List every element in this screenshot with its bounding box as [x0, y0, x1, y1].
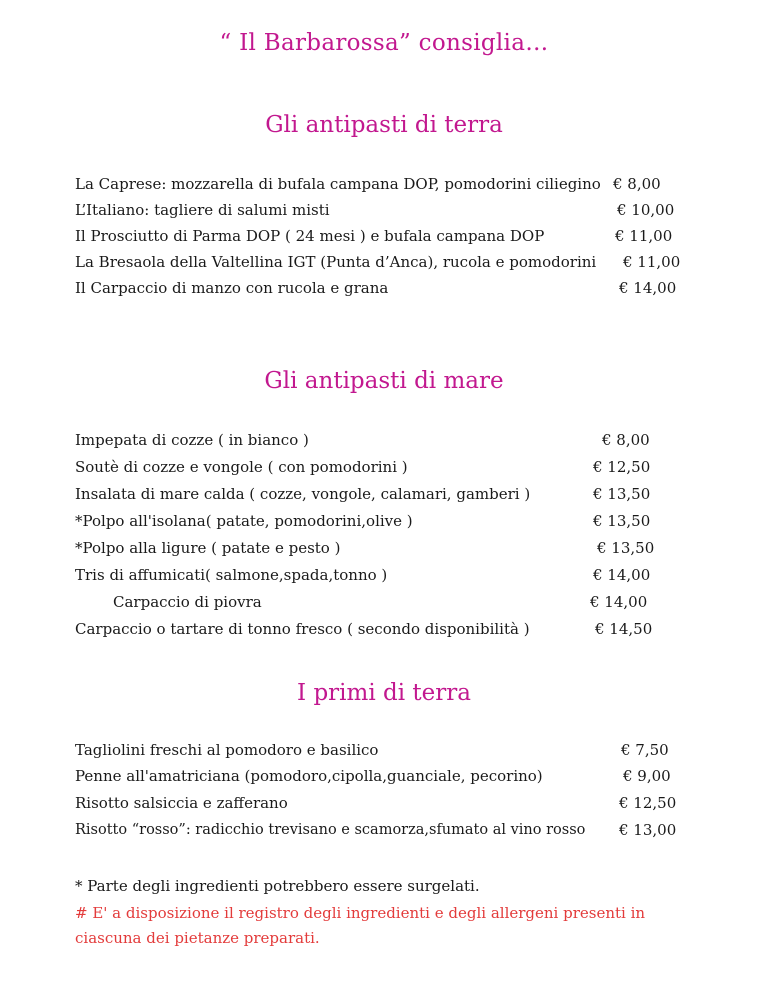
menu-item [75, 536, 675, 560]
menu-item-price: € 13,50 [593, 512, 651, 530]
menu-item-name: Penne all'amatriciana (pomodoro,cipolla,guanciale, pecorino) [75, 767, 543, 785]
menu-item-price: € 12,50 [619, 794, 677, 812]
menu-item-price: € 8,00 [602, 431, 650, 449]
menu-item-price: € 14,50 [595, 620, 653, 638]
menu-item [75, 617, 675, 641]
menu-item [75, 764, 695, 788]
menu-item-price: € 12,50 [593, 458, 651, 476]
menu-item-price: € 11,00 [615, 227, 673, 245]
menu-item-name: Insalata di mare calda ( cozze, vongole, calamari, gamberi ) [75, 485, 531, 503]
menu-item-price: € 14,00 [593, 566, 651, 584]
menu-item-price: € 13,00 [619, 821, 677, 839]
menu-item [75, 482, 675, 506]
menu-item-price: € 10,00 [617, 201, 675, 219]
section-heading-antipasti-mare: Gli antipasti di mare [264, 368, 504, 394]
menu-item [75, 455, 675, 479]
menu-item-name: Risotto salsiccia e zafferano [75, 794, 288, 812]
section-heading-primi-terra: I primi di terra [297, 680, 471, 706]
menu-item [75, 198, 695, 222]
menu-item [75, 563, 675, 587]
menu-item-name: Tagliolini freschi al pomodoro e basilico [75, 741, 379, 759]
menu-item [75, 172, 695, 196]
menu-item-name: *Polpo all'isolana( patate, pomodorini,olive ) [75, 512, 413, 530]
menu-item [75, 509, 675, 533]
frozen-note: * Parte degli ingredienti potrebbero essere surgelati. [75, 877, 480, 895]
menu-item-name: La Caprese: mozzarella di bufala campana DOP, pomodorini ciliegino [75, 175, 601, 193]
menu-item-name: Soutè di cozze e vongole ( con pomodorini ) [75, 458, 408, 476]
section-heading-antipasti-terra: Gli antipasti di terra [265, 112, 503, 138]
menu-item-name: *Polpo alla ligure ( patate e pesto ) [75, 539, 341, 557]
menu-item [75, 224, 695, 248]
menu-item [75, 818, 695, 842]
menu-item-name: Risotto “rosso”: radicchio trevisano e scamorza,sfumato al vino rosso [75, 822, 586, 838]
menu-item [75, 738, 695, 762]
menu-item-price: € 11,00 [623, 253, 681, 271]
menu-item-name: La Bresaola della Valtellina IGT (Punta d’Anca), rucola e pomodorini [75, 253, 597, 271]
allergen-note-line2: ciascuna dei pietanze preparati. [75, 929, 320, 947]
menu-item-name: Il Prosciutto di Parma DOP ( 24 mesi ) e bufala campana DOP [75, 227, 545, 245]
allergen-note-line1: # E' a disposizione il registro degli ingredienti e degli allergeni presenti in [75, 904, 646, 922]
menu-item-name: Il Carpaccio di manzo con rucola e grana [75, 279, 389, 297]
menu-item-price: € 14,00 [619, 279, 677, 297]
menu-item-price: € 8,00 [613, 175, 661, 193]
menu-item [75, 276, 695, 300]
menu-item-name: Impepata di cozze ( in bianco ) [75, 431, 309, 449]
menu-item [75, 250, 695, 274]
menu-item-price: € 7,50 [621, 741, 669, 759]
menu-item [75, 590, 675, 614]
menu-item [75, 791, 695, 815]
menu-item [75, 428, 675, 452]
menu-item-price: € 13,50 [597, 539, 655, 557]
menu-item-price: € 13,50 [593, 485, 651, 503]
menu-item-price: € 9,00 [623, 767, 671, 785]
menu-title: “ Il Barbarossa” consiglia… [219, 30, 549, 56]
menu-item-name: Tris di affumicati( salmone,spada,tonno ) [75, 566, 388, 584]
menu-item-name: Carpaccio di piovra [113, 593, 262, 611]
menu-item-name: Carpaccio o tartare di tonno fresco ( secondo disponibilità ) [75, 620, 530, 638]
menu-item-name: L’Italiano: tagliere di salumi misti [75, 201, 330, 219]
menu-item-price: € 14,00 [590, 593, 648, 611]
